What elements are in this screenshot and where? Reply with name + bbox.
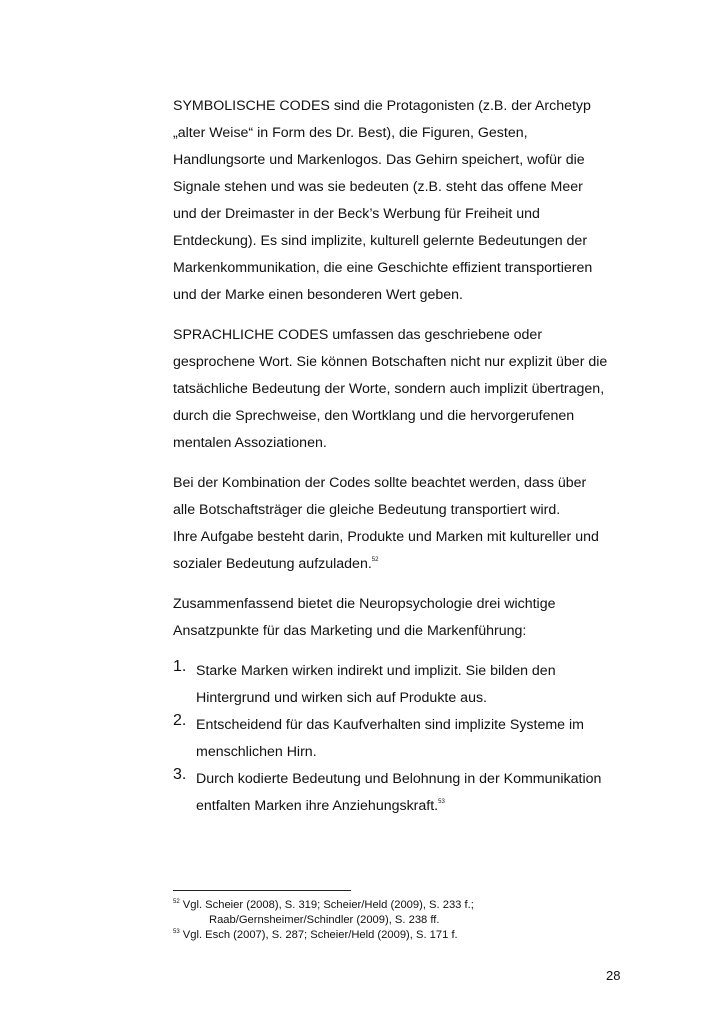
list-item	[173, 766, 633, 820]
text-line: Entscheidend für das Kaufverhalten sind implizite Systeme im	[196, 717, 584, 733]
page-number: 28	[606, 968, 621, 983]
list-item	[173, 658, 633, 712]
footnote-number: 52	[173, 899, 180, 905]
text-line: SPRACHLICHE CODES umfassen das geschriebene oder	[173, 327, 543, 343]
text-line: Zusammenfassend bietet die Neuropsychologie drei wichtige	[173, 596, 556, 612]
text-span: sozialer Bedeutung aufzuladen.	[173, 556, 372, 572]
paragraph-symbolic-codes	[173, 93, 633, 309]
list-number: 3.	[173, 766, 187, 783]
footnote-53	[173, 928, 633, 943]
text-line: Ansatzpunkte für das Marketing und die Markenführung:	[173, 623, 527, 639]
text-line: gesprochene Wort. Sie können Botschaften nicht nur explizit über die	[173, 354, 608, 370]
text-line: Markenkommunikation, die eine Geschichte effizient transportieren	[173, 260, 593, 276]
footnotes	[173, 898, 633, 943]
paragraph-summary	[173, 591, 633, 645]
footnote-52-continuation: Raab/Gernsheimer/Schindler (2009), S. 238 ff.	[209, 914, 440, 926]
paragraph-code-combination	[173, 470, 633, 578]
text-span: entfalten Marken ihre Anziehungskraft.	[196, 798, 439, 814]
text-line: durch die Sprechweise, den Wortklang und die hervorgerufenen	[173, 408, 575, 424]
numbered-list	[173, 658, 633, 820]
text-line	[196, 793, 633, 820]
footnote-ref-53: 53	[438, 799, 445, 805]
list-item	[173, 712, 633, 766]
text-line: Starke Marken wirken indirekt und implizit. Sie bilden den	[196, 663, 556, 679]
text-line	[173, 551, 633, 578]
text-line: Bei der Kombination der Codes sollte beachtet werden, dass über	[173, 475, 587, 491]
footnote-52	[173, 898, 633, 913]
text-line: Durch kodierte Bedeutung und Belohnung in der Kommunikation	[196, 771, 602, 787]
footnote-ref-52: 52	[371, 557, 379, 563]
text-line: menschlichen Hirn.	[196, 744, 317, 760]
text-line: Entdeckung). Es sind implizite, kulturell gelernte Bedeutungen der	[173, 233, 588, 249]
text-line: Handlungsorte und Markenlogos. Das Gehirn speichert, wofür die	[173, 152, 585, 168]
footnote-text: Vgl. Esch (2007), S. 287; Scheier/Held (2009), S. 171 f.	[182, 929, 458, 941]
text-line: Ihre Aufgabe besteht darin, Produkte und Marken mit kultureller und	[173, 529, 599, 545]
text-line: und der Marke einen besonderen Wert geben.	[173, 287, 463, 303]
text-line: tatsächliche Bedeutung der Worte, sondern auch implizit übertragen,	[173, 381, 605, 397]
text-line: Hintergrund und wirken sich auf Produkte aus.	[196, 690, 488, 706]
footnote-number: 53	[173, 929, 180, 935]
paragraph-linguistic-codes	[173, 322, 633, 457]
footnote-text: Vgl. Scheier (2008), S. 319; Scheier/Held (2009), S. 233 f.;	[182, 899, 474, 911]
text-line: alle Botschaftsträger die gleiche Bedeutung transportiert wird.	[173, 502, 561, 518]
text-line: mentalen Assoziationen.	[173, 435, 327, 451]
text-line: Signale stehen und was sie bedeuten (z.B. steht das offene Meer	[173, 179, 583, 195]
body-text	[173, 93, 633, 820]
list-number: 1.	[173, 658, 187, 675]
text-line: „alter Weise“ in Form des Dr. Best), die Figuren, Gesten,	[173, 125, 528, 141]
footnote-separator	[173, 890, 351, 891]
text-line: SYMBOLISCHE CODES sind die Protagonisten (z.B. der Archetyp	[173, 98, 591, 114]
text-line: und der Dreimaster in der Beck’s Werbung für Freiheit und	[173, 206, 540, 222]
list-number: 2.	[173, 712, 187, 729]
